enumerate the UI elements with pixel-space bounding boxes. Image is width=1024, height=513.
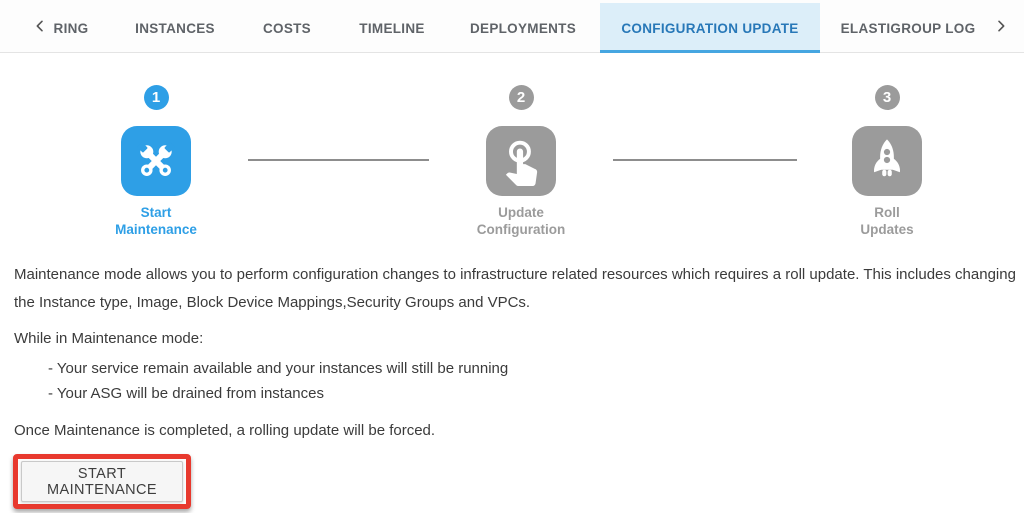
- step-label: Start Maintenance: [115, 205, 197, 237]
- wrench-tools-icon: [121, 126, 191, 196]
- tab-elastigroup-log[interactable]: ELASTIGROUP LOG: [840, 20, 976, 36]
- scroll-tabs-right-button[interactable]: [990, 3, 1012, 53]
- closing-line: Once Maintenance is completed, a rolling update will be forced.: [14, 422, 436, 439]
- step-connector-line: [613, 159, 797, 161]
- step-connector-line: [248, 159, 429, 161]
- tab-timeline[interactable]: TIMELINE: [359, 20, 425, 36]
- bullet-asg-drained: - Your ASG will be drained from instances: [48, 385, 324, 402]
- tap-icon: [486, 126, 556, 196]
- tab-configuration-update[interactable]: CONFIGURATION UPDATE: [600, 3, 820, 53]
- step-number-badge: 3: [875, 85, 900, 110]
- chevron-left-icon: [32, 18, 48, 39]
- wizard-step-update-configuration: [451, 85, 591, 238]
- step-number-badge: 1: [144, 85, 169, 110]
- wizard-step-roll-updates: [817, 85, 957, 238]
- step-number-badge: 2: [509, 85, 534, 110]
- tab-bar: [0, 0, 1024, 53]
- step-label: Roll Updates: [860, 205, 914, 237]
- tab-deployments[interactable]: DEPLOYMENTS: [469, 20, 577, 36]
- wizard-step-start-maintenance: [86, 85, 226, 238]
- rocket-icon: [852, 126, 922, 196]
- chevron-right-icon: [993, 18, 1009, 39]
- maintenance-description: Maintenance mode allows you to perform configuration changes to infrastructure related resources which requires a roll update. This includes changing the Instance type, Image, Block Device Mappings,Security Groups and VPCs.: [14, 266, 1016, 311]
- while-in-maintenance-heading: While in Maintenance mode:: [14, 330, 204, 347]
- step-label: Update Configuration: [476, 205, 566, 237]
- start-maintenance-button[interactable]: START MAINTENANCE: [21, 461, 183, 502]
- red-highlight-annotation: [13, 454, 191, 509]
- tab-instances[interactable]: INSTANCES: [135, 20, 215, 36]
- tab-costs[interactable]: COSTS: [262, 20, 311, 36]
- tab-ring[interactable]: RING: [53, 20, 89, 36]
- bullet-service-available: - Your service remain available and your instances will still be running: [48, 360, 509, 377]
